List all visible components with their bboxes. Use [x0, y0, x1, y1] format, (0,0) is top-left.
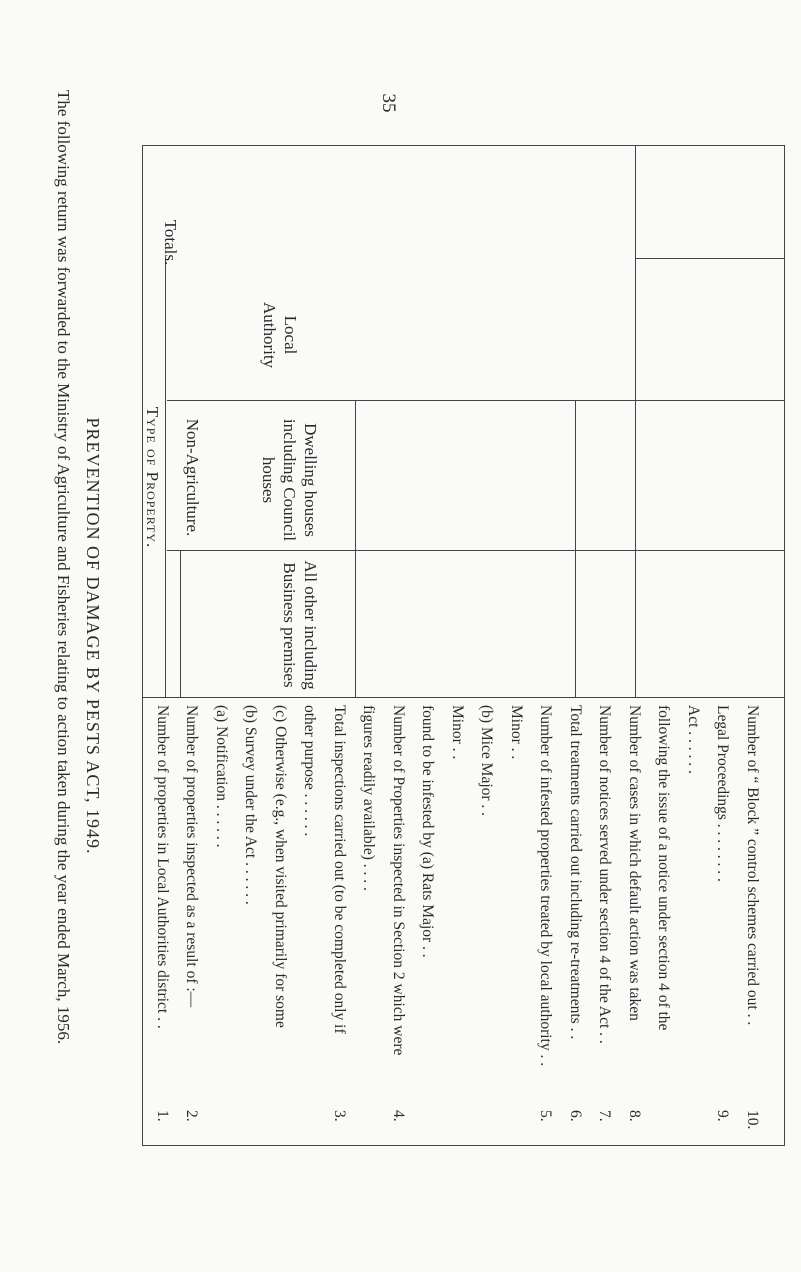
row-label: Legal Proceedings . . . . . . . . [714, 705, 732, 882]
page-number: 35 [378, 93, 399, 113]
row-label: Total treatments carried out including re-treatments . . [567, 705, 584, 1040]
intro-paragraph: The following return was forwarded to the Ministry of Agriculture and Fisheries relating to action taken during the year ended March, 1956. [54, 90, 73, 1045]
row-label: Number of properties in Local Authorities district . . [154, 705, 171, 1029]
row-label: Total inspections carried out (to be completed only if [331, 705, 348, 1034]
sub-header: Non-Agriculture. [183, 418, 202, 537]
row-number: 7. [596, 1110, 614, 1122]
col-header-other: All other including Business premises [280, 560, 320, 690]
row-label: Act . . . . . . [685, 705, 702, 774]
row-number: 4. [390, 1110, 407, 1122]
row-label: Number of properties inspected as a result of :— [183, 705, 201, 1008]
row-label: Number of Properties inspected in Section 2 which were [390, 705, 407, 1056]
row-label: Number of cases in which default action was taken [626, 705, 643, 1021]
document-title: PREVENTION OF DAMAGE BY PESTS ACT, 1949. [83, 417, 103, 855]
row-label: figures readily available) . . . . [360, 705, 378, 891]
row-number: 1. [154, 1110, 171, 1122]
row-label: found to be infested by (a) Rats Major . . [419, 705, 437, 958]
col-header-local-authority: Local Authority [260, 301, 300, 369]
row-label: (b) Survey under the Act . . . . . . [242, 705, 260, 905]
group-header: Type of Property. [143, 406, 162, 549]
row-label: Number of notices served under section 4 of the Act . . [596, 705, 614, 1044]
row-label: Number of “ Block ” control schemes carried out . . [744, 705, 761, 1026]
row-label: Number of infested properties treated by local authority . . [537, 705, 555, 1067]
row-number: 5. [537, 1110, 555, 1122]
row-label: (a) Notification . . . . . . [213, 705, 230, 848]
row-label: (c) Otherwise (e.g., when visited primarily for some [272, 705, 289, 1028]
row-number: 10. [744, 1110, 761, 1130]
row-number: 3. [331, 1110, 348, 1122]
row-label: other purpose . . . . . . [301, 705, 319, 837]
row-number: 6. [567, 1110, 584, 1122]
row-label: Minor . . [449, 705, 466, 760]
col-header-totals: Totals. [161, 219, 180, 266]
col-header-dwelling: Dwelling houses including Council houses [259, 418, 320, 542]
row-label: Minor . . [508, 705, 525, 760]
row-number: 8. [626, 1110, 643, 1122]
row-number: 2. [183, 1110, 201, 1122]
row-label: (b) Mice Major . . [478, 705, 496, 817]
row-number: 9. [714, 1110, 732, 1122]
row-label: following the issue of a notice under section 4 of the [655, 705, 673, 1031]
